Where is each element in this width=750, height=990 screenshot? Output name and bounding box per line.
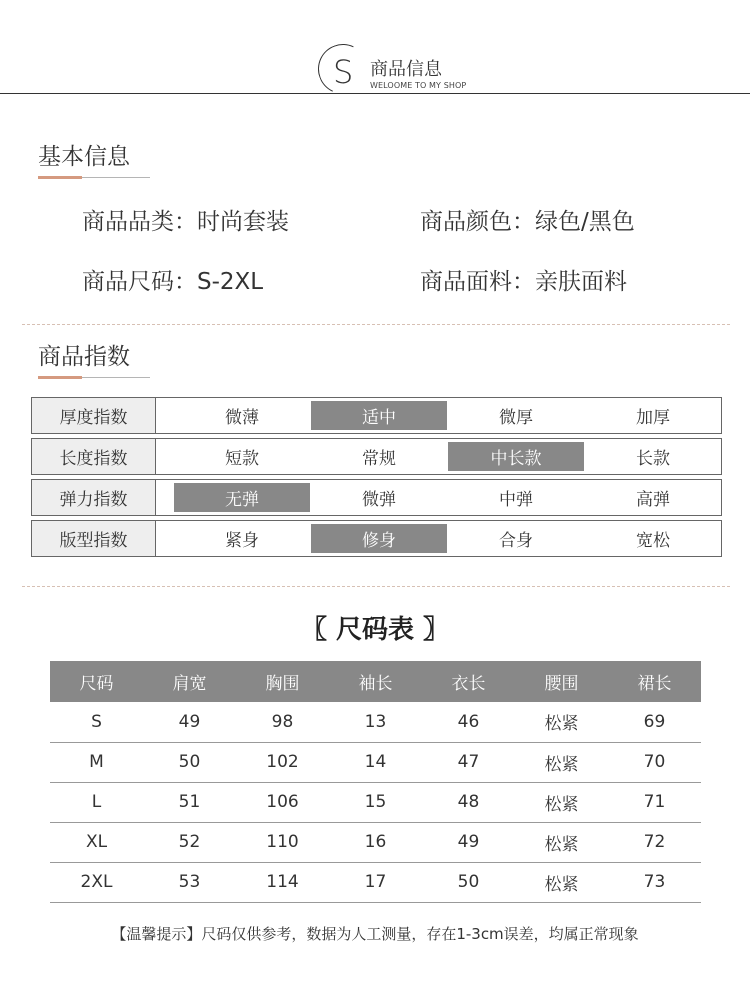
info-size: 商品尺码：S-2XL <box>82 269 264 295</box>
size-chart-cell: 松紧 <box>515 742 608 782</box>
size-chart-cell: 松紧 <box>515 782 608 822</box>
index-option: 常规 <box>362 449 396 469</box>
index-option: 紧身 <box>225 531 259 551</box>
size-chart-cell: 73 <box>608 862 701 902</box>
size-chart-table <box>50 661 701 903</box>
index-option: 微厚 <box>499 408 533 428</box>
info-category: 商品品类：时尚套装 <box>82 209 289 235</box>
size-chart-cell: 17 <box>329 862 422 902</box>
basic-info-underline <box>38 177 150 178</box>
size-chart-cell: 16 <box>329 822 422 862</box>
size-chart-cell: L <box>50 782 143 822</box>
basic-info-title: 基本信息 <box>38 144 130 170</box>
section-divider <box>22 324 730 325</box>
index-option: 短款 <box>225 449 259 469</box>
index-option: 长款 <box>636 449 670 469</box>
index-option: 合身 <box>499 531 533 551</box>
size-chart-cell: 47 <box>422 742 515 782</box>
size-chart-cell: 2XL <box>50 862 143 902</box>
index-underline <box>38 377 150 378</box>
index-option: 宽松 <box>636 531 670 551</box>
index-option-selected: 修身 <box>311 524 447 553</box>
size-chart-cell: 13 <box>329 702 422 742</box>
index-option: 微弹 <box>362 490 396 510</box>
index-row-label: 弹力指数 <box>32 480 156 515</box>
size-chart-header-cell: 肩宽 <box>143 661 236 702</box>
header-subtitle: WELOOME TO MY SHOP <box>370 81 467 90</box>
size-chart-cell: 114 <box>236 862 329 902</box>
index-option: 中弹 <box>499 490 533 510</box>
size-chart-cell: 110 <box>236 822 329 862</box>
index-option-selected: 无弹 <box>174 483 310 512</box>
size-chart-cell: 松紧 <box>515 702 608 742</box>
size-chart-header-cell: 袖长 <box>329 661 422 702</box>
size-chart-row <box>50 822 701 862</box>
size-chart-cell: 15 <box>329 782 422 822</box>
size-chart-header-row <box>50 661 701 702</box>
size-chart-cell: 70 <box>608 742 701 782</box>
size-chart-cell: S <box>50 702 143 742</box>
size-chart-header-cell: 尺码 <box>50 661 143 702</box>
size-chart-cell: 松紧 <box>515 862 608 902</box>
size-chart-cell: 50 <box>143 742 236 782</box>
size-chart-header-cell: 腰围 <box>515 661 608 702</box>
index-option-selected: 适中 <box>311 401 447 430</box>
size-chart-cell: M <box>50 742 143 782</box>
size-chart-row <box>50 742 701 782</box>
size-chart-cell: 53 <box>143 862 236 902</box>
size-chart-cell: 52 <box>143 822 236 862</box>
size-chart-cell: 松紧 <box>515 822 608 862</box>
index-option: 高弹 <box>636 490 670 510</box>
section-divider <box>22 586 730 587</box>
info-color: 商品颜色：绿色/黑色 <box>420 209 635 235</box>
index-row-label: 长度指数 <box>32 439 156 474</box>
size-chart-header-cell: 衣长 <box>422 661 515 702</box>
header-title: 商品信息 <box>370 59 442 80</box>
index-option: 加厚 <box>636 408 670 428</box>
index-title: 商品指数 <box>38 344 130 370</box>
size-chart-row <box>50 862 701 902</box>
index-row-label: 厚度指数 <box>32 398 156 433</box>
size-chart-cell: 46 <box>422 702 515 742</box>
size-chart-cell: 49 <box>422 822 515 862</box>
size-chart-row <box>50 782 701 822</box>
size-chart-cell: 48 <box>422 782 515 822</box>
index-option-selected: 中长款 <box>448 442 584 471</box>
size-chart-cell: 49 <box>143 702 236 742</box>
size-chart-header-cell: 裙长 <box>608 661 701 702</box>
index-option: 微薄 <box>225 408 259 428</box>
size-tip: 【温馨提示】尺码仅供参考，数据为人工测量，存在1-3cm误差，均属正常现象 <box>111 925 639 943</box>
size-chart-cell: 51 <box>143 782 236 822</box>
index-row-label: 版型指数 <box>32 521 156 556</box>
size-chart-cell: 50 <box>422 862 515 902</box>
size-chart-cell: 72 <box>608 822 701 862</box>
index-row <box>31 438 722 475</box>
header-divider <box>0 93 750 94</box>
logo-letter: S <box>333 53 354 91</box>
index-row <box>31 397 722 434</box>
info-fabric: 商品面料：亲肤面料 <box>420 269 627 295</box>
index-row <box>31 520 722 557</box>
size-chart-row <box>50 702 701 742</box>
size-chart-cell: 69 <box>608 702 701 742</box>
size-chart-title: 〖 尺码表 〗 <box>300 615 450 645</box>
size-chart-cell: XL <box>50 822 143 862</box>
size-chart-cell: 14 <box>329 742 422 782</box>
size-chart-cell: 98 <box>236 702 329 742</box>
size-chart-cell: 102 <box>236 742 329 782</box>
size-chart-header-cell: 胸围 <box>236 661 329 702</box>
index-row <box>31 479 722 516</box>
size-chart-cell: 106 <box>236 782 329 822</box>
size-chart-cell: 71 <box>608 782 701 822</box>
